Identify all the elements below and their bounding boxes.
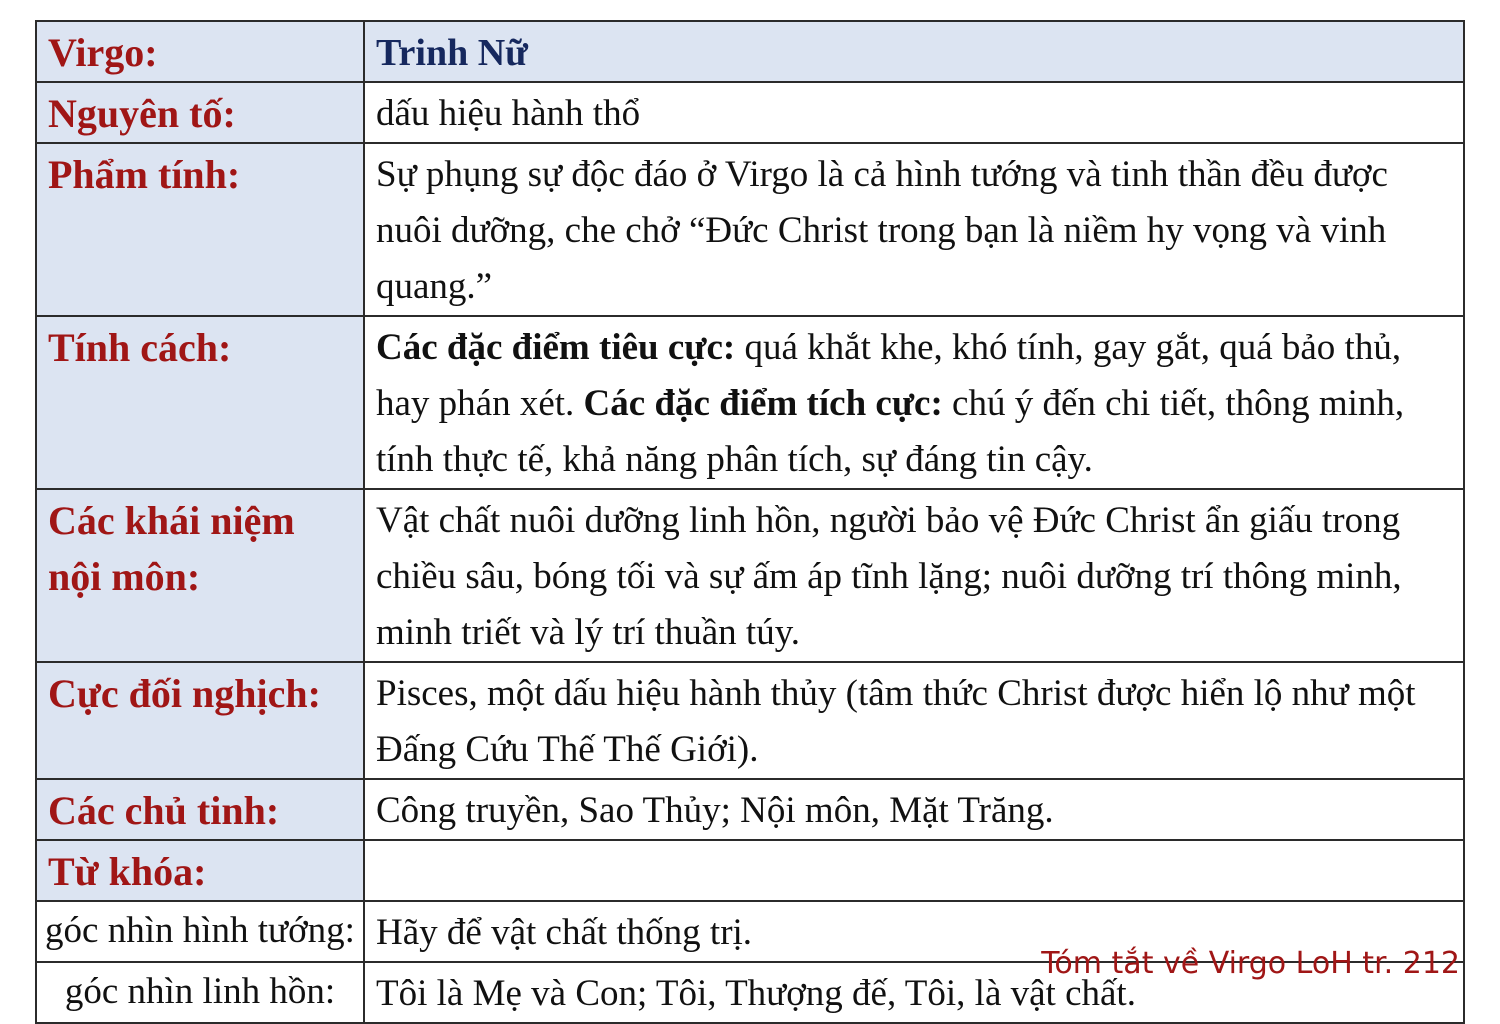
row-value-element: dấu hiệu hành thổ [364, 82, 1464, 143]
table-row [36, 840, 1464, 901]
row-value-esoteric-concepts: Vật chất nuôi dưỡng linh hồn, người bảo vệ Đức Christ ẩn giấu trong chiều sâu, bóng tối và sự ấm áp tĩnh lặng; nuôi dưỡng trí thông minh, minh triết và lý trí thuần túy. [364, 489, 1464, 662]
row-value-sign: Trinh Nữ [364, 21, 1464, 82]
positive-traits-heading: Các đặc điểm tích cực: [583, 383, 943, 424]
table-row [36, 82, 1464, 143]
row-value-quality: Sự phụng sự độc đáo ở Virgo là cả hình tướng và tinh thần đều được nuôi dưỡng, che chở “Đức Christ trong bạn là niềm hy vọng và vinh quang.” [364, 143, 1464, 316]
row-label-quality: Phẩm tính: [36, 143, 364, 316]
row-label-keywords: Từ khóa: [36, 840, 364, 901]
table-row [36, 316, 1464, 489]
row-value-soul-aspect: Tôi là Mẹ và Con; Tôi, Thượng đế, Tôi, là vật chất. [364, 962, 1464, 1023]
row-value-rulers: Công truyền, Sao Thủy; Nội môn, Mặt Trăng. [364, 779, 1464, 840]
virgo-summary-table [35, 20, 1465, 1024]
row-value-keywords [364, 840, 1464, 901]
negative-traits-heading: Các đặc điểm tiêu cực: [376, 327, 736, 368]
table-row [36, 779, 1464, 840]
row-label-soul-aspect: góc nhìn linh hồn: [36, 962, 364, 1023]
source-caption: Tóm tắt về Virgo LoH tr. 212 [1041, 946, 1460, 981]
row-label-sign: Virgo: [36, 21, 364, 82]
row-value-personality [364, 316, 1464, 489]
row-label-esoteric-concepts: Các khái niệm nội môn: [36, 489, 364, 662]
row-label-element: Nguyên tố: [36, 82, 364, 143]
table-row [36, 662, 1464, 779]
row-label-personality: Tính cách: [36, 316, 364, 489]
row-value-form-aspect: Hãy để vật chất thống trị. [364, 901, 1464, 962]
positive-traits-text: chú ý đến chi tiết, thông minh, tính thực tế, khả năng phân tích, sự đáng tin cậy. [376, 383, 1405, 480]
table-row [36, 489, 1464, 662]
table-row [36, 21, 1464, 82]
row-label-opposite-pole: Cực đối nghịch: [36, 662, 364, 779]
row-label-rulers: Các chủ tinh: [36, 779, 364, 840]
row-label-form-aspect: góc nhìn hình tướng: [36, 901, 364, 962]
negative-traits-text: quá khắt khe, khó tính, gay gắt, quá bảo thủ, hay phán xét. [376, 327, 1402, 424]
table-row [36, 143, 1464, 316]
row-value-opposite-pole: Pisces, một dấu hiệu hành thủy (tâm thức Christ được hiển lộ như một Đấng Cứu Thế Thế Giới). [364, 662, 1464, 779]
